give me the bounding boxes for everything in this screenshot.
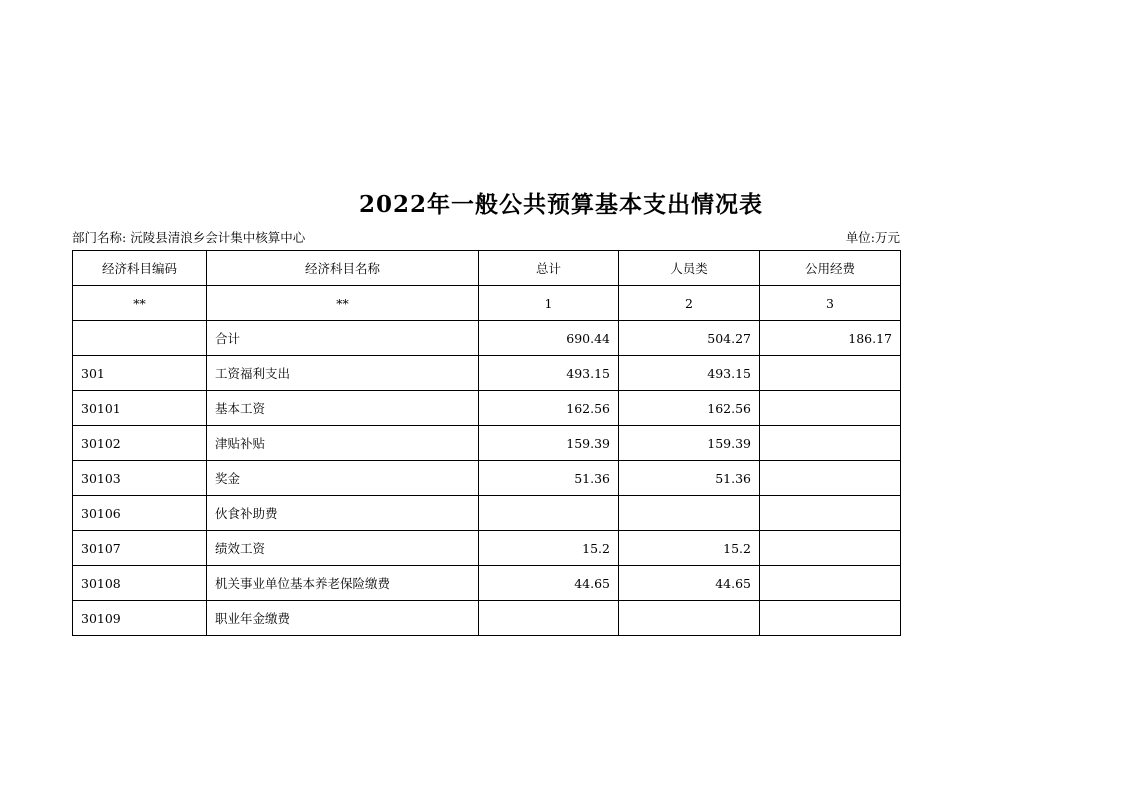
subheader-public: 3: [760, 286, 901, 321]
document-meta: [72, 228, 900, 246]
cell-name: 绩效工资: [207, 531, 479, 566]
cell-public: [760, 391, 901, 426]
subheader-name: **: [207, 286, 479, 321]
cell-name: 伙食补助费: [207, 496, 479, 531]
cell-code: 301: [73, 356, 207, 391]
cell-total: 690.44: [479, 321, 619, 356]
budget-table: [72, 250, 901, 636]
cell-public: [760, 566, 901, 601]
subheader-personnel: 2: [619, 286, 760, 321]
cell-personnel: 493.15: [619, 356, 760, 391]
table-row: [73, 426, 901, 461]
subheader-total: 1: [479, 286, 619, 321]
unit-note: 单位:万元: [845, 230, 900, 245]
cell-public: [760, 426, 901, 461]
cell-personnel: [619, 496, 760, 531]
cell-code: [73, 321, 207, 356]
cell-personnel: 159.39: [619, 426, 760, 461]
cell-total: 44.65: [479, 566, 619, 601]
cell-total: 159.39: [479, 426, 619, 461]
cell-name: 工资福利支出: [207, 356, 479, 391]
cell-total: 15.2: [479, 531, 619, 566]
cell-name: 基本工资: [207, 391, 479, 426]
cell-code: 30109: [73, 601, 207, 636]
table-body: [73, 321, 901, 636]
table-row: [73, 356, 901, 391]
column-header-code: 经济科目编码: [73, 251, 207, 286]
cell-personnel: [619, 601, 760, 636]
table-row: [73, 391, 901, 426]
cell-code: 30108: [73, 566, 207, 601]
cell-public: 186.17: [760, 321, 901, 356]
cell-name: 职业年金缴费: [207, 601, 479, 636]
column-header-personnel: 人员类: [619, 251, 760, 286]
table-row: [73, 531, 901, 566]
cell-public: [760, 356, 901, 391]
cell-personnel: 51.36: [619, 461, 760, 496]
cell-public: [760, 531, 901, 566]
cell-personnel: 504.27: [619, 321, 760, 356]
department-name: 沅陵县清浪乡会计集中核算中心: [130, 230, 306, 245]
cell-public: [760, 461, 901, 496]
cell-personnel: 15.2: [619, 531, 760, 566]
subheader-code: **: [73, 286, 207, 321]
table-subheader-row: [73, 286, 901, 321]
table-row: [73, 461, 901, 496]
cell-total: 51.36: [479, 461, 619, 496]
cell-personnel: 162.56: [619, 391, 760, 426]
cell-name: 奖金: [207, 461, 479, 496]
column-header-public: 公用经费: [760, 251, 901, 286]
cell-code: 30102: [73, 426, 207, 461]
department-label: 部门名称:: [72, 230, 127, 245]
table-header-row: [73, 251, 901, 286]
department-info: [72, 228, 305, 246]
cell-public: [760, 496, 901, 531]
cell-name: 机关事业单位基本养老保险缴费: [207, 566, 479, 601]
cell-total: 493.15: [479, 356, 619, 391]
column-header-name: 经济科目名称: [207, 251, 479, 286]
table-row: [73, 496, 901, 531]
cell-code: 30107: [73, 531, 207, 566]
cell-name: 合计: [207, 321, 479, 356]
table-row: [73, 566, 901, 601]
column-header-total: 总计: [479, 251, 619, 286]
cell-code: 30106: [73, 496, 207, 531]
table-row: [73, 321, 901, 356]
cell-name: 津贴补贴: [207, 426, 479, 461]
page-title: 2022年一般公共预算基本支出情况表: [358, 191, 763, 218]
cell-total: 162.56: [479, 391, 619, 426]
cell-public: [760, 601, 901, 636]
cell-code: 30101: [73, 391, 207, 426]
cell-personnel: 44.65: [619, 566, 760, 601]
cell-total: [479, 496, 619, 531]
cell-code: 30103: [73, 461, 207, 496]
table-row: [73, 601, 901, 636]
cell-total: [479, 601, 619, 636]
